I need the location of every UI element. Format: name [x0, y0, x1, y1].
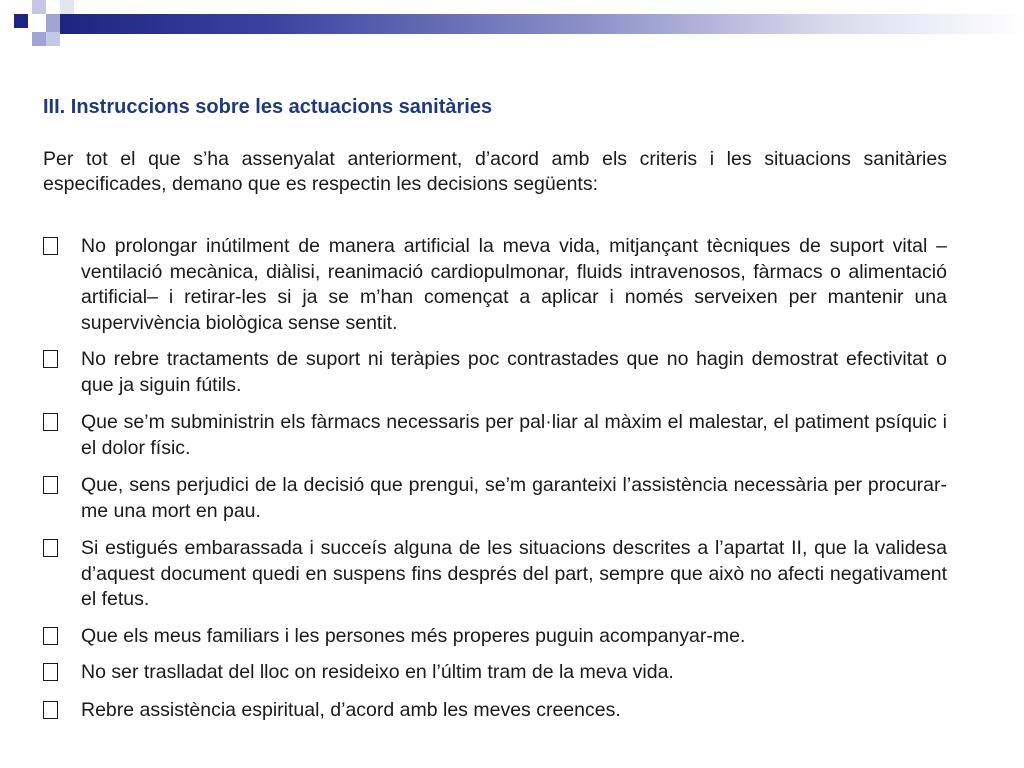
section-heading: III. Instruccions sobre les actuacions sanitàries	[43, 96, 493, 118]
decision-item	[43, 660, 947, 686]
decor-gradient-band	[60, 14, 1024, 34]
decor-square	[14, 14, 28, 28]
checkbox[interactable]	[43, 701, 58, 719]
checkbox[interactable]	[43, 237, 58, 255]
decor-square	[46, 32, 60, 46]
decision-text: Que, sens perjudici de la decisió que prengui, se’m garanteixi l’assistència necessària per procurar-me una mort en pau.	[81, 474, 947, 522]
checkbox[interactable]	[43, 350, 58, 368]
decision-item	[43, 624, 947, 650]
decor-square	[32, 0, 46, 14]
decision-text: Que els meus familiars i les persones més properes puguin acompanyar-me.	[81, 624, 746, 647]
decision-item	[43, 473, 947, 524]
checkbox[interactable]	[43, 627, 58, 645]
decor-square	[60, 0, 74, 14]
checkbox[interactable]	[43, 413, 58, 431]
decision-text: No rebre tractaments de suport ni teràpies poc contrastades que no hagin demostrat efectivitat o que ja siguin fútils.	[81, 348, 947, 396]
decision-text: Que se’m subministrin els fàrmacs necessaris per pal·liar al màxim el malestar, el patiment psíquic i el dolor físic.	[81, 411, 947, 459]
checkbox[interactable]	[43, 476, 58, 494]
decision-item	[43, 536, 947, 613]
decision-text: No prolongar inútilment de manera artificial la meva vida, mitjançant tècniques de suport vital –ventilació mecànica, diàlisi, reanimació cardiopulmonar, fluids intravenosos, fàrmacs o alimentació artificial– i retirar-les si ja se m’han començat a aplicar i només serveixen per mantenir una supervivència biològica sense sentit.	[81, 235, 947, 334]
checkbox[interactable]	[43, 539, 58, 557]
decision-text: Rebre assistència espiritual, d’acord amb les meves creences.	[81, 698, 621, 721]
decor-square	[32, 32, 46, 46]
decision-item	[43, 234, 947, 336]
checkbox[interactable]	[43, 663, 58, 681]
decision-text: No ser traslladat del lloc on resideixo en l’últim tram de la meva vida.	[81, 661, 674, 683]
decor-square	[46, 14, 60, 34]
header-decoration	[0, 0, 1024, 60]
intro-paragraph: Per tot el que s’ha assenyalat anteriorment, d’acord amb els criteris i les situacions sanitàries especificades, demano que es respectin les decisions següents:	[43, 148, 947, 195]
decision-text: Si estigués embarassada i succeís alguna de les situacions descrites a l’apartat II, que la validesa d’aquest document quedi en suspens fins després del part, sempre que això no afecti negativament el fetus.	[81, 537, 947, 610]
decision-item	[43, 410, 947, 461]
decision-item	[43, 698, 947, 724]
decision-item	[43, 347, 947, 398]
decision-list	[43, 234, 947, 723]
